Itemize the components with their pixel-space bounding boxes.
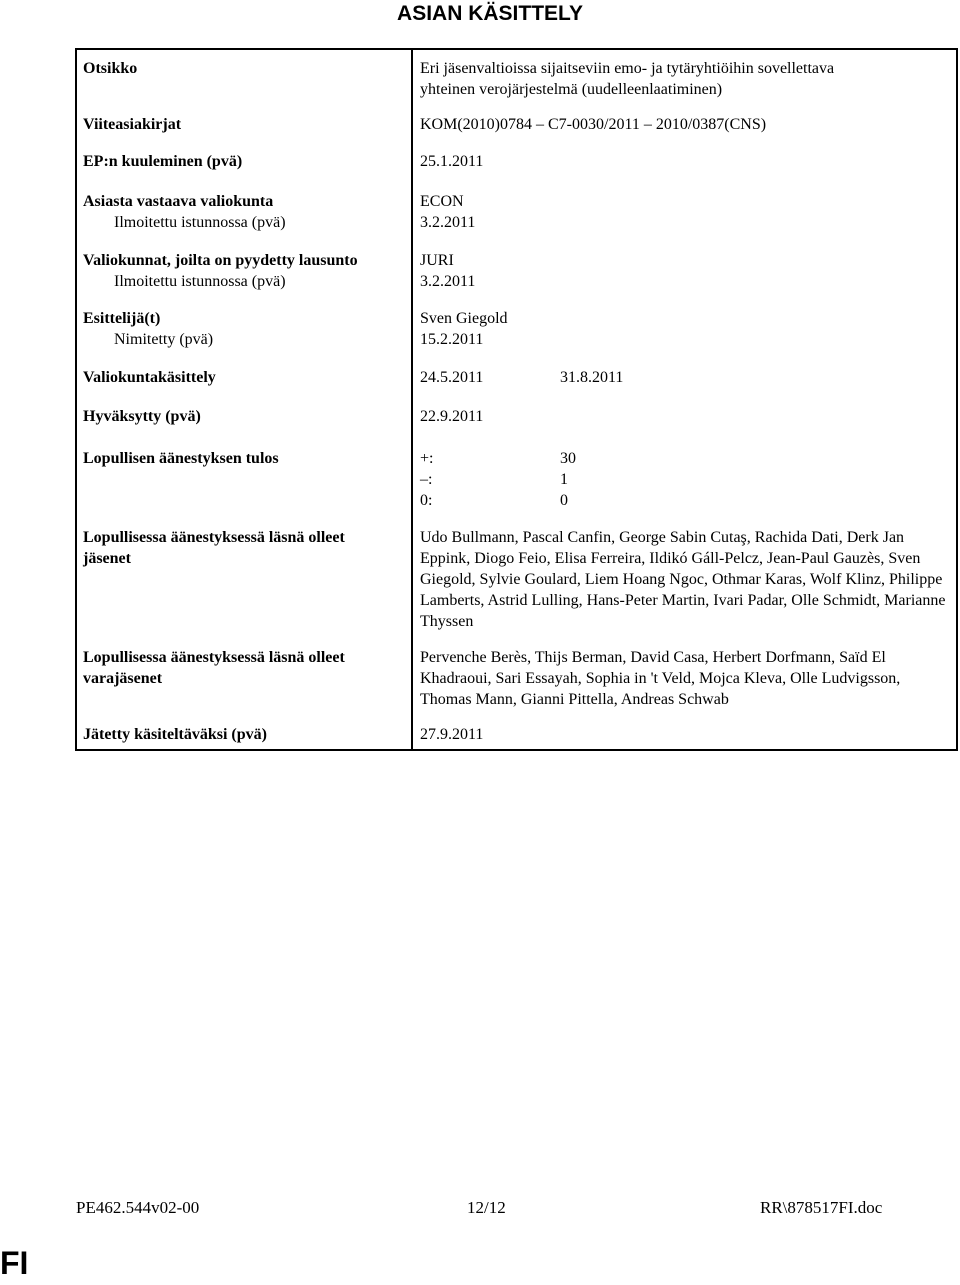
label-ep-kuuleminen: EP:n kuuleminen (pvä) xyxy=(83,153,243,170)
footer-filename: RR\878517FI.doc xyxy=(760,1198,883,1217)
value-viiteasiakirjat: KOM(2010)0784 – C7-0030/2011 – 2010/0387(CNS) xyxy=(420,116,767,133)
sublabel-asiasta-vastaava: Ilmoitettu istunnossa (pvä) xyxy=(114,214,286,231)
value-otsikko-line1: Eri jäsenvaltioissa sijaitseviin emo- ja tytäryhtiöihin sovellettava xyxy=(420,60,835,77)
label-otsikko: Otsikko xyxy=(83,60,138,77)
column-divider xyxy=(411,48,413,751)
label-jasenet-line1: Lopullisessa äänestyksessä läsnä olleet xyxy=(83,529,345,546)
label-jasenet-line2: jäsenet xyxy=(83,550,131,567)
label-viiteasiakirjat: Viiteasiakirjat xyxy=(83,116,182,133)
label-varajasenet-line1: Lopullisessa äänestyksessä läsnä olleet xyxy=(83,649,345,666)
value-jasenet: Udo Bullmann, Pascal Canfin, George Sabin Cutaş, Rachida Dati, Derk Jan Eppink, Diogo Feio, Elisa Ferreira, Ildikó Gáll-Pelcz, Jean-Paul Gauzès, Sven Giegold, Sylvie Goulard, Liem Hoang Ngoc, Othmar Karas, Wolf Klinz, Philippe Lamberts, Astrid Lulling, Hans-Peter Martin, Ivari Padar, Olle Schmidt, Marianne Thyssen xyxy=(420,529,946,630)
vote-zero-label: 0: xyxy=(420,492,433,509)
language-code: FI xyxy=(0,1245,29,1281)
subvalue-lausunto: 3.2.2011 xyxy=(420,273,476,290)
label-lausunto: Valiokunnat, joilta on pyydetty lausunto xyxy=(83,252,358,269)
footer-doc-id: PE462.544v02-00 xyxy=(76,1198,200,1217)
label-jatetty: Jätetty käsiteltäväksi (pvä) xyxy=(83,726,267,743)
vote-plus-label: +: xyxy=(420,450,434,467)
label-asiasta-vastaava: Asiasta vastaava valiokunta xyxy=(83,193,274,210)
label-esittelija: Esittelijä(t) xyxy=(83,310,161,327)
vote-minus-value: 1 xyxy=(560,471,568,488)
value-ep-kuuleminen: 25.1.2011 xyxy=(420,153,484,170)
subvalue-asiasta-vastaava: 3.2.2011 xyxy=(420,214,476,231)
label-valiokuntakasittely: Valiokuntakäsittely xyxy=(83,369,216,386)
value-jatetty: 27.9.2011 xyxy=(420,726,484,743)
sublabel-esittelija: Nimitetty (pvä) xyxy=(114,331,214,348)
page-heading: ASIAN KÄSITTELY xyxy=(397,2,583,25)
vote-zero-value: 0 xyxy=(560,492,568,509)
label-varajasenet-line2: varajäsenet xyxy=(83,670,163,687)
sublabel-lausunto: Ilmoitettu istunnossa (pvä) xyxy=(114,273,286,290)
value-esittelija: Sven Giegold xyxy=(420,310,508,327)
subvalue-esittelija: 15.2.2011 xyxy=(420,331,484,348)
value-varajasenet: Pervenche Berès, Thijs Berman, David Casa, Herbert Dorfmann, Saïd El Khadraoui, Sari Essayah, Sophia in 't Veld, Mojca Kleva, Olle Ludvigsson, Thomas Mann, Gianni Pittella, Andreas Schwab xyxy=(420,649,901,708)
vote-plus-value: 30 xyxy=(560,450,576,467)
value-lausunto: JURI xyxy=(420,252,454,269)
value-valiokuntakasittely-date1: 24.5.2011 xyxy=(420,369,484,386)
value-valiokuntakasittely-date2: 31.8.2011 xyxy=(560,369,624,386)
label-hyvaksytty: Hyväksytty (pvä) xyxy=(83,408,201,425)
value-hyvaksytty: 22.9.2011 xyxy=(420,408,484,425)
vote-minus-label: –: xyxy=(420,471,433,488)
label-aanestys: Lopullisen äänestyksen tulos xyxy=(83,450,279,467)
value-asiasta-vastaava: ECON xyxy=(420,193,464,210)
footer-page-number: 12/12 xyxy=(467,1198,506,1217)
value-otsikko-line2: yhteinen verojärjestelmä (uudelleenlaatiminen) xyxy=(420,81,723,98)
